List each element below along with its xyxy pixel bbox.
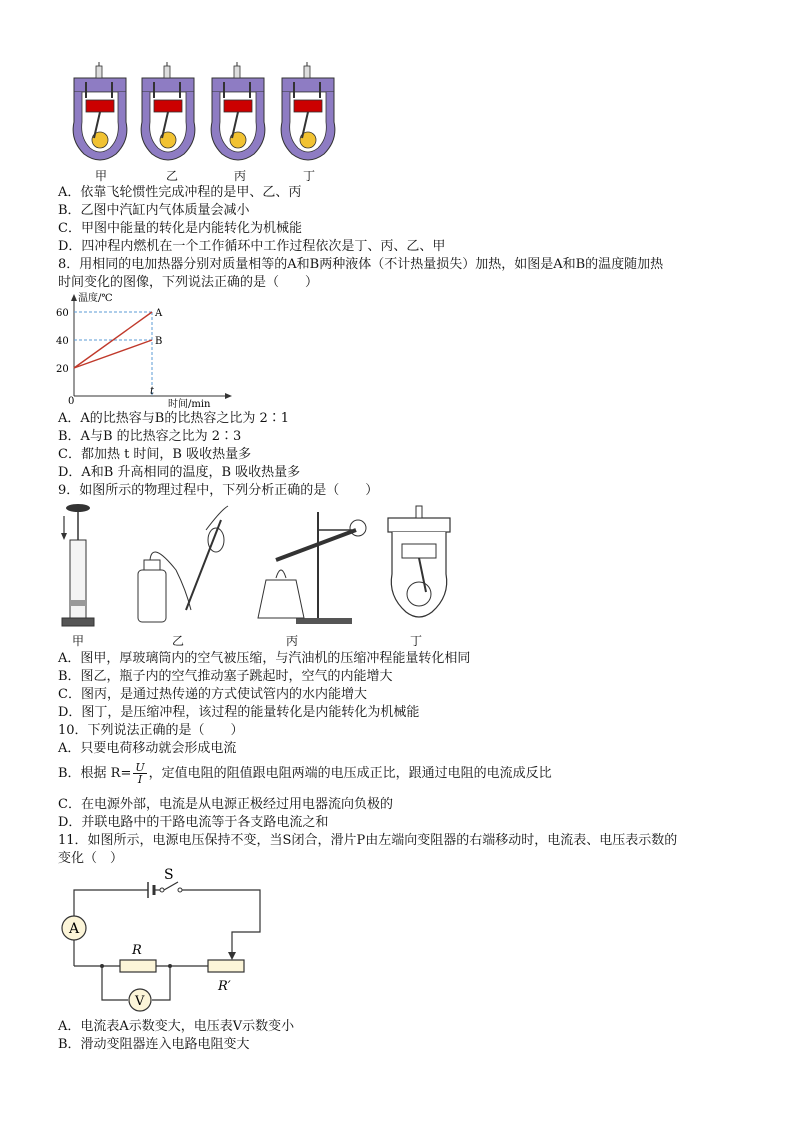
q9-option-c: C．图丙，是通过热传递的方式使试管内的水内能增大 [58, 687, 367, 702]
q9-option-d: D．图丁，是压缩冲程，该过程的能量转化是内能转化为机械能 [58, 705, 420, 720]
q9-stem: 9．如图所示的物理过程中，下列分析正确的是（ ） [58, 483, 379, 498]
q11-option-b: B．滑动变阻器连入电路电阻变大 [58, 1037, 250, 1052]
engine-compression-diagram [388, 506, 450, 617]
q7-option-a: A．依靠飞轮惯性完成冲程的是甲、乙、丙 [58, 185, 302, 200]
switch-blade [164, 882, 178, 890]
y-tick-label-40: 40 [56, 336, 69, 347]
q11-option-a: A．电流表A示数变大，电压表V示数变小 [58, 1019, 295, 1034]
circuit-diagram [58, 868, 278, 1016]
q8-stem-line2: 时间变化的图像，下列说法正确的是（ ） [58, 275, 319, 290]
q7-option-d: D．四冲程内燃机在一个工作循环中工作过程依次是丁、丙、乙、甲 [58, 239, 446, 254]
q10-option-c: C．在电源外部，电流是从电源正极经过用电器流向负极的 [58, 797, 393, 812]
slider-arrow-icon [228, 952, 236, 960]
test-tube-heating-diagram [258, 512, 366, 624]
rheostat [208, 960, 244, 972]
resistor-r [120, 960, 156, 972]
q10-option-b-prefix: B．根据 R= [58, 766, 132, 781]
ammeter-label: A [69, 921, 80, 937]
y-axis-arrow-icon [71, 294, 77, 301]
y-tick-label-20: 20 [56, 364, 69, 375]
engine-diagram [73, 62, 127, 160]
q9-option-a: A．图甲，厚玻璃筒内的空气被压缩，与汽油机的压缩冲程能量转化相同 [58, 651, 471, 666]
process-label-yi: 乙 [172, 634, 185, 648]
q10-option-b-suffix: ，定值电阻的阻值跟电阻两端的电压成正比，跟通过电阻的电流成反比 [148, 766, 552, 781]
resistor-label: R [132, 943, 142, 958]
engine-label-ding: 丁 [303, 169, 316, 183]
q8-option-c: C．都加热 t 时间，B 吸收热量多 [58, 447, 252, 462]
process-label-jia: 甲 [72, 634, 85, 648]
q10-option-b [58, 762, 552, 785]
series-label-B: B [155, 336, 163, 347]
rheostat-label: R′ [218, 979, 231, 994]
series-label-A: A [155, 308, 163, 319]
q10-stem: 10．下列说法正确的是（ ） [58, 723, 244, 738]
q11-stem-line2: 变化（ ） [58, 851, 124, 866]
q8-stem-line1: 8．用相同的电加热器分别对质量相等的A和B两种液体（不计热量损失）加热，如图是A和B的温度随加热 [58, 257, 664, 272]
process-label-ding: 丁 [410, 634, 423, 648]
q8-option-d: D．A和B 升高相同的温度，B 吸收热量多 [58, 465, 301, 480]
series-line-B [74, 340, 152, 368]
temperature-time-chart [52, 292, 242, 410]
y-axis-label: 温度/℃ [78, 293, 113, 304]
glass-cylinder-diagram [61, 504, 94, 626]
q7-option-c: C．甲图中能量的转化是内能转化为机械能 [58, 221, 302, 236]
engine-label-bing: 丙 [234, 169, 247, 183]
fraction-denominator: I [137, 773, 143, 786]
fraction-numerator: U [135, 761, 145, 774]
q7-option-b: B．乙图中汽缸内气体质量会减小 [58, 203, 250, 218]
x-axis-arrow-icon [225, 393, 232, 399]
q10-option-d: D．并联电路中的干路电流等于各支路电流之和 [58, 815, 329, 830]
bottle-pump-diagram [138, 506, 228, 622]
q8-option-b: B．A与B 的比热容之比为 2∶3 [58, 429, 242, 444]
q8-option-a: A．A的比热容与B的比热容之比为 2∶1 [58, 411, 290, 426]
y-tick-label-60: 60 [56, 308, 69, 319]
switch-label: S [164, 868, 174, 883]
engine-strokes-figure [66, 60, 346, 182]
q10-option-a: A．只要电荷移动就会形成电流 [58, 741, 237, 756]
engine-label-yi: 乙 [166, 169, 179, 183]
q9-option-b: B．图乙，瓶子内的空气推动塞子跳起时，空气的内能增大 [58, 669, 393, 684]
voltmeter-label: V [135, 994, 145, 1009]
physics-process-figure [56, 500, 456, 632]
engine-label-jia: 甲 [95, 169, 108, 183]
x-axis-label: 时间/min [168, 399, 211, 410]
process-label-bing: 丙 [286, 634, 299, 648]
ohms-law-fraction [133, 762, 146, 785]
origin-label: 0 [68, 396, 75, 407]
x-tick-label-t: t [150, 386, 155, 397]
q11-stem-line1: 11．如图所示，电源电压保持不变，当S闭合，滑片P由左端向变阻器的右端移动时，电流表、电压表示数的 [58, 833, 678, 848]
